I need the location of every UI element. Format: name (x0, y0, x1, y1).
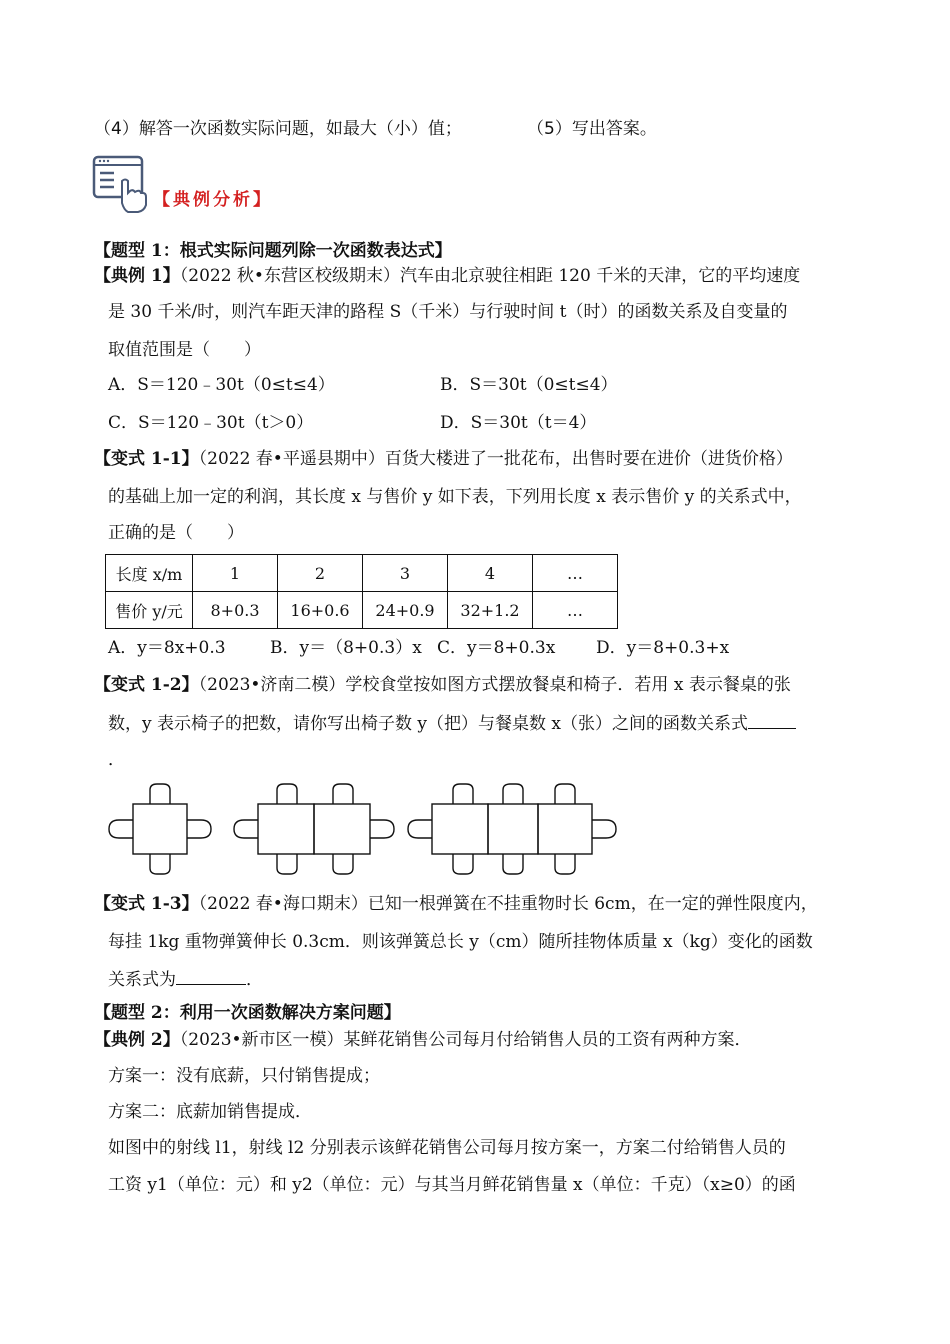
table-cell: 32+1.2 (448, 592, 533, 629)
var11-tag: 【变式 1-1】 (94, 449, 199, 469)
ex1-option-b: B．S＝30t（0≤t≤4） (440, 375, 618, 395)
table-cell: 1 (193, 555, 278, 592)
var12-line1 (94, 674, 791, 696)
type1-title: 【题型 1：根式实际问题列除一次函数表达式】 (94, 241, 452, 261)
table-cell: 8+0.3 (193, 592, 278, 629)
type2-title: 【题型 2：利用一次函数解决方案问题】 (94, 1003, 401, 1023)
table-cell: … (533, 592, 618, 629)
var11-option-c: C．y＝8+0.3x (437, 638, 556, 658)
ex2-line3: 方案二：底薪加销售提成． (108, 1102, 312, 1122)
var11-line2: 的基础上加一定的利润，其长度 x 与售价 y 如下表，下列用长度 x 表示售价 y 的关系式中， (108, 487, 802, 507)
ex1-option-d: D．S＝30t（t＝4） (440, 413, 597, 433)
ex1-line1 (94, 265, 800, 287)
var13-line3 (108, 968, 263, 991)
figure-one-table (109, 784, 211, 874)
var13-line2: 每挂 1kg 重物弹簧伸长 0.3cm．则该弹簧总长 y（cm）随所挂物体质量 x（kg）变化的函数 (108, 932, 813, 952)
ex2-tag: 【典例 2】 (94, 1030, 180, 1050)
table-cell: 售价 y/元 (106, 592, 193, 629)
price-table (105, 554, 618, 629)
var13-text3a: 关系式为 (108, 970, 176, 990)
ex2-line2: 方案一：没有底薪，只付销售提成； (108, 1066, 380, 1086)
var11-option-b: B．y＝（8+0.3）x (270, 638, 422, 658)
var11-text1: （2022 春•平遥县期中）百货大楼进了一批花布，出售时要在进价（进货价格） (198, 449, 793, 469)
ex2-text1: （2023•新市区一模）某鲜花销售公司每月付给销售人员的工资有两种方案． (179, 1030, 752, 1050)
ex2-line5: 工资 y1（单位：元）和 y2（单位：元）与其当月鲜花销售量 x（单位：千克）（x≥0）的函 (108, 1175, 796, 1195)
var12-tag: 【变式 1-2】 (94, 675, 199, 695)
var11-line3: 正确的是（ ） (108, 523, 244, 543)
answer-blank[interactable] (748, 712, 796, 729)
table-cell: 长度 x/m (106, 555, 193, 592)
intro-step5: （5）写出答案。 (527, 119, 657, 139)
table-cell: 24+0.9 (363, 592, 448, 629)
var13-text3b: ． (246, 970, 263, 990)
var12-line2 (108, 712, 796, 735)
figure-two-tables (234, 784, 394, 874)
var13-line1 (94, 893, 818, 915)
table-cell: 16+0.6 (278, 592, 363, 629)
ex1-text1: （2022 秋•东营区校级期末）汽车由北京驶往相距 120 千米的天津，它的平均速度 (179, 266, 801, 286)
ex1-line2: 是 30 千米/时，则汽车距天津的路程 S（千米）与行驶时间 t（时）的函数关系及自变量的 (108, 302, 788, 322)
ex2-line1 (94, 1029, 752, 1051)
banner-title: 【典例分析】 (153, 190, 273, 210)
var13-tag: 【变式 1-3】 (94, 894, 199, 914)
table-cell: … (533, 555, 618, 592)
table-row (106, 555, 618, 592)
var12-text2: 数，y 表示椅子的把数，请你写出椅子数 y（把）与餐桌数 x（张）之间的函数关系式 (108, 714, 749, 734)
var11-line1 (94, 448, 793, 470)
intro-step4: （4）解答一次函数实际问题，如最大（小）值； (94, 119, 462, 139)
ex1-option-a: A．S＝120﹣30t（0≤t≤4） (108, 375, 335, 395)
figure-three-tables (408, 784, 616, 874)
answer-blank[interactable] (176, 968, 246, 985)
ex1-line3: 取值范围是（ ） (108, 340, 261, 360)
var11-option-d: D．y＝8+0.3+x (596, 638, 730, 658)
ex1-tag: 【典例 1】 (94, 266, 180, 286)
var11-option-a: A．y＝8x+0.3 (108, 638, 226, 658)
var12-line3: ． (108, 750, 125, 770)
ex2-line4: 如图中的射线 l1，射线 l2 分别表示该鲜花销售公司每月按方案一，方案二付给销售人员的 (108, 1138, 786, 1158)
table-cell: 2 (278, 555, 363, 592)
document-pointer-icon (92, 155, 152, 215)
table-cell: 3 (363, 555, 448, 592)
ex1-option-c: C．S＝120﹣30t（t＞0） (108, 413, 314, 433)
table-row (106, 592, 618, 629)
var12-text1: （2023•济南二模）学校食堂按如图方式摆放餐桌和椅子．若用 x 表示餐桌的张 (198, 675, 791, 695)
tables-chairs-figure (105, 780, 625, 880)
table-cell: 4 (448, 555, 533, 592)
var13-text1: （2022 春•海口期末）已知一根弹簧在不挂重物时长 6cm，在一定的弹性限度内， (198, 894, 818, 914)
